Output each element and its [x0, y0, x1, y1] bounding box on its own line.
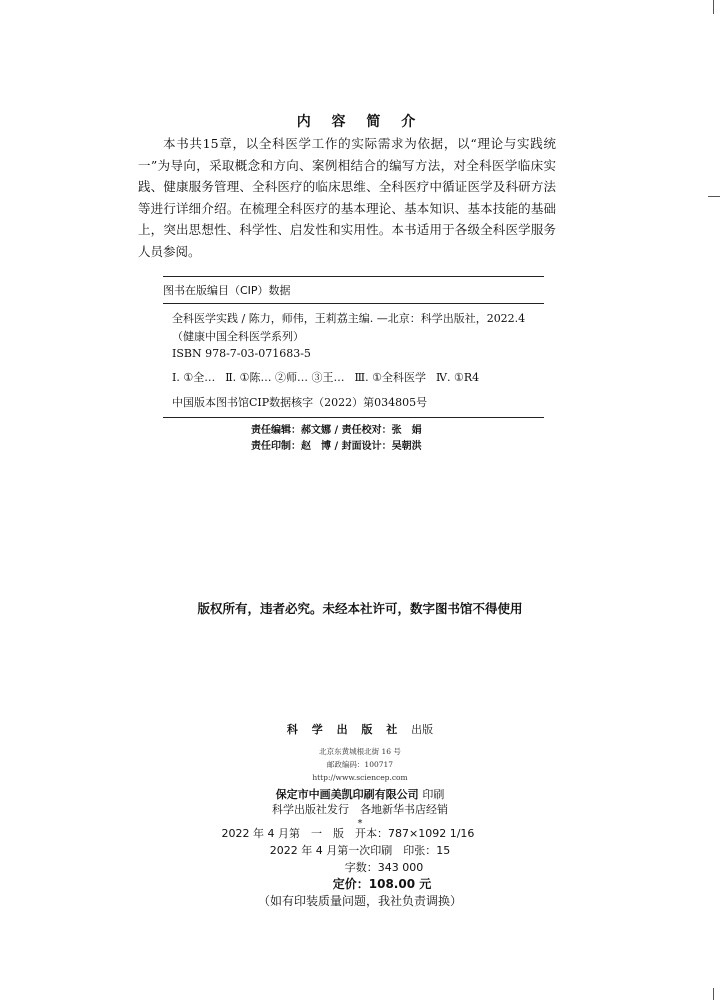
printer-suffix: 印刷 [422, 788, 445, 801]
editor-credits [251, 423, 422, 455]
cip-heading: 图书在版编目（CIP）数据 [163, 284, 291, 297]
distribution-line: 科学出版社发行 各地新华书店经销 [272, 803, 448, 816]
printer-line [0, 786, 720, 802]
intro-title: 内 容 简 介 [296, 114, 424, 130]
intro-body: 本书共15章，以全科医学工作的实际需求为依据，以“理论与实践统一”为导向，采取概念和方向、案例相结合的编写方法，对全科医学临床实践、健康服务管理、全科医疗的临床思维、全科医疗中循证医学及科研方法等进行详细介绍。在梳理全科医疗的基本理论、基本知识、基本技能的基础上，突出思想性、科学性、启发性和实用性。本书适用于各级全科医学服务人员参阅。 [138, 136, 556, 259]
cip-divider [163, 303, 544, 304]
publisher-name-line [0, 721, 720, 737]
publisher-postcode: 邮政编码：100717 [326, 760, 394, 769]
editor-credits-line-1: 责任编辑：郝文娜 / 责任校对：张 娟 [251, 425, 422, 436]
cip-class-2: Ⅱ. ①陈… ②师… ③王… [225, 370, 345, 384]
price: 定价：108.00 元 [332, 877, 432, 891]
cip-class-3: Ⅲ. ①全科医学 [354, 370, 426, 384]
publisher-address: 北京东黄城根北街 16 号 [319, 747, 401, 756]
cip-bottom-divider [163, 417, 544, 418]
crop-mark-middle [708, 196, 720, 197]
crop-mark-top [713, 0, 714, 14]
publisher-name-suffix: 出版 [411, 723, 434, 736]
publication-info [0, 825, 720, 910]
edition-line: 2022 年 4 月第 一 版 开本：787×1092 1/16 [221, 827, 475, 840]
cip-isbn: ISBN 978-7-03-071683-5 [172, 347, 311, 360]
cip-block [163, 276, 544, 418]
quality-note: （如有印装质量问题，我社负责调换） [257, 894, 462, 908]
cip-series: （健康中国全科医学系列） [172, 329, 304, 343]
cip-record: 全科医学实践 / 陈力，师伟，王莉荔主编. —北京：科学出版社，2022.4 [172, 312, 526, 325]
publisher-block [0, 721, 720, 830]
cip-class-4: Ⅳ. ①R4 [436, 370, 480, 384]
word-count: 字数：343 000 [344, 861, 424, 874]
cip-number: 中国版本图书馆CIP数据核字（2022）第034805号 [172, 396, 428, 409]
copyright-notice: 版权所有，违者必究。未经本社许可，数字图书馆不得使用 [197, 601, 523, 616]
crop-mark-bottom [713, 988, 714, 1000]
printing-line: 2022 年 4 月第一次印刷 印张：15 [269, 844, 451, 857]
cip-class-1: Ⅰ. ①全… [172, 370, 216, 384]
publisher-url: http://www.sciencep.com [312, 773, 408, 782]
printer-name: 保定市中画美凯印刷有限公司 [275, 788, 419, 801]
cip-classification [163, 369, 544, 387]
editor-credits-line-2: 责任印制：赵 博 / 封面设计：吴朝洪 [251, 441, 422, 452]
publisher-name: 科 学 出 版 社 [286, 723, 403, 736]
separator-star: * [357, 818, 363, 829]
